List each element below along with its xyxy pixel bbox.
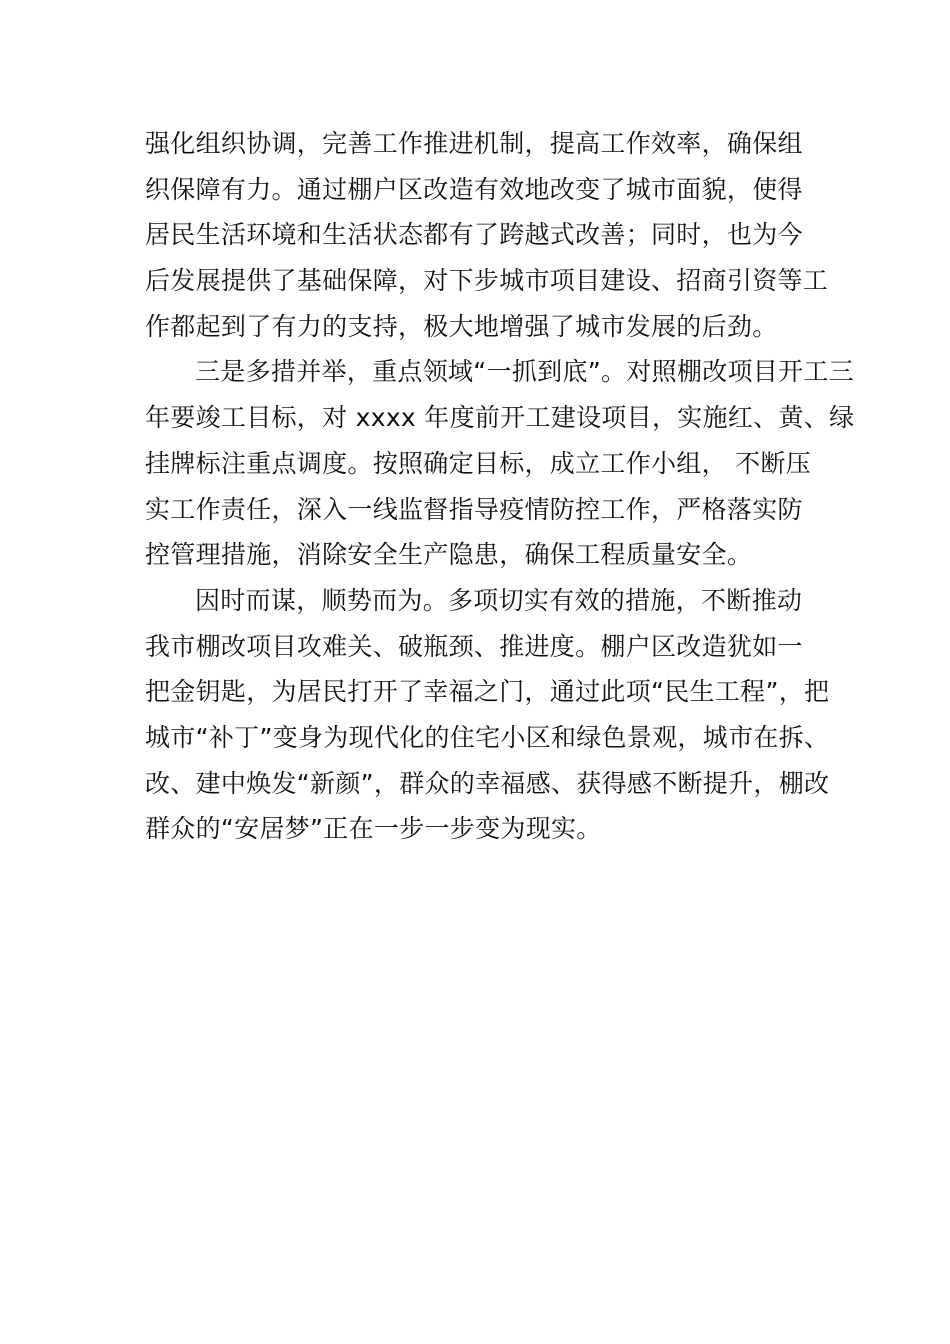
paragraph-line: 我市棚改项目攻难关、破瓶颈、推进度。棚户区改造犹如一 <box>145 631 803 661</box>
paragraph-line: 挂牌标注重点调度。按照确定目标，成立工作小组， 不断压 <box>145 448 812 478</box>
paragraph-line: 三是多措并举，重点领域“一抓到底”。对照棚改项目开工三 <box>195 357 855 387</box>
paragraph-line: 强化组织协调，完善工作推进机制，提高工作效率，确保组 <box>145 129 803 158</box>
paragraph-line: 群众的“安居梦”正在一步一步变为现实。 <box>145 814 602 844</box>
document-body <box>145 121 855 852</box>
paragraph-line: 城市“补丁”变身为现代化的住宅小区和绿色景观，城市在拆、 <box>145 722 830 752</box>
paragraph-line: 因时而谋，顺势而为。多项切实有效的措施，不断推动 <box>195 585 803 615</box>
paragraph-line: 作都起到了有力的支持，极大地增强了城市发展的后劲。 <box>145 311 778 341</box>
paragraph-line: 把金钥匙，为居民打开了幸福之门，通过此项“民生工程”，把 <box>145 677 830 707</box>
paragraph-1 <box>145 121 829 349</box>
paragraph-line: 控管理措施，消除安全生产隐患，确保工程质量安全。 <box>145 540 753 570</box>
paragraph-2 <box>145 349 855 577</box>
paragraph-line: 后发展提供了基础保障，对下步城市项目建设、招商引资等工 <box>145 266 829 296</box>
paragraph-line: 织保障有力。通过棚户区改造有效地改变了城市面貌，使得 <box>145 174 803 204</box>
paragraph-line: 年要竣工目标，对 xxxx 年度前开工建设项目，实施红、黄、绿 <box>145 403 855 433</box>
paragraph-line: 实工作责任，深入一线监督指导疫情防控工作，严格落实防 <box>145 494 803 524</box>
paragraph-line: 居民生活环境和生活状态都有了跨越式改善；同时，也为今 <box>145 220 803 250</box>
paragraph-line: 改、建中焕发“新颜”，群众的幸福感、获得感不断提升，棚改 <box>145 768 830 798</box>
paragraph-3 <box>145 578 830 852</box>
